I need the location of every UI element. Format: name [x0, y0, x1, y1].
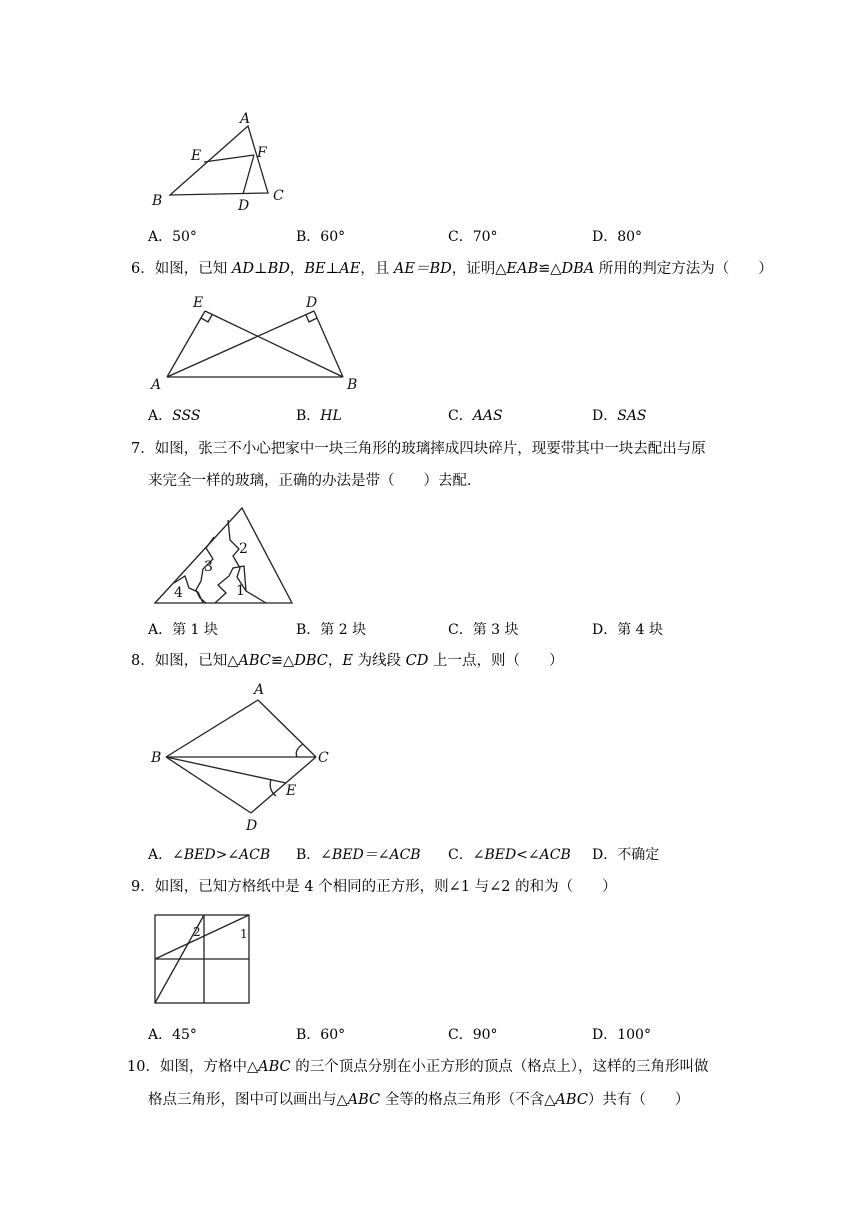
q8-text: 上一点，则（ ） — [428, 653, 564, 669]
q10-text: 格点三角形，图中可以画出与△ — [148, 1092, 348, 1108]
q5-option-a[interactable]: A．50° — [148, 229, 197, 245]
q9-label-angle-2: 2 — [193, 925, 201, 939]
q7-option-b[interactable]: B．第 2 块 — [296, 622, 367, 638]
q6-label-b: B — [347, 377, 358, 393]
q9-text: 如图，已知方格纸中是 4 个相同的正方形，则∠1 与∠2 的和为（ ） — [154, 879, 617, 895]
q6-option-c[interactable]: C．AAS — [448, 408, 503, 424]
q6-label-d: D — [306, 295, 318, 311]
q6-text: AE＝BD — [393, 261, 452, 277]
q6-text: ， — [289, 261, 305, 277]
q6-option-a[interactable]: A．SSS — [148, 408, 201, 424]
q8-text: ， — [327, 653, 343, 669]
q6-text: 所用的判定方法为（ ） — [594, 261, 773, 277]
q8-label-d: D — [246, 818, 258, 834]
q6-text: ≌△ — [538, 261, 562, 277]
q10-text: ABC — [258, 1059, 291, 1075]
q5-label-b: B — [152, 193, 163, 209]
q6-text: AD⊥BD — [231, 261, 290, 277]
q8-number: 8． — [131, 653, 155, 669]
q6-option-b[interactable]: B．HL — [296, 408, 342, 424]
q8-text: 如图，已知△ — [154, 653, 239, 669]
q8-label-c: C — [318, 750, 329, 766]
q8-label-b: B — [151, 750, 162, 766]
q5-label-a: A — [240, 111, 251, 127]
q8-text: E — [342, 653, 353, 669]
q10-number: 10． — [127, 1059, 160, 1075]
q5-option-d[interactable]: D．80° — [592, 229, 643, 245]
q6-text: 如图，已知 — [154, 261, 232, 277]
q10-stem-line-2 — [148, 1090, 689, 1110]
q9-option-a[interactable]: A．45° — [148, 1027, 197, 1043]
q8-label-e: E — [286, 783, 297, 799]
q10-stem-line-1 — [127, 1057, 807, 1077]
q7-option-a[interactable]: A．第 1 块 — [148, 622, 218, 638]
q5-option-b[interactable]: B．60° — [296, 229, 346, 245]
q8-text: 为线段 — [352, 653, 406, 669]
q7-number: 7． — [131, 441, 155, 457]
q5-label-f: F — [257, 145, 267, 161]
q5-option-c[interactable]: C．70° — [448, 229, 498, 245]
q8-option-c[interactable]: C．∠BED<∠ACB — [448, 847, 571, 863]
q10-text: 如图，方格中△ — [159, 1059, 259, 1075]
q6-text: BE⊥AE — [304, 261, 361, 277]
q9-number: 9． — [131, 879, 155, 895]
q6-number: 6． — [131, 261, 155, 277]
q10-text: 全等的格点三角形（不含△ — [380, 1092, 556, 1108]
q5-label-c: C — [273, 188, 284, 204]
q9-options — [148, 1024, 808, 1044]
q10-text: ABC — [555, 1092, 588, 1108]
q6-option-d[interactable]: D．SAS — [592, 408, 647, 424]
q7-label-piece-3: 3 — [204, 559, 213, 575]
q9-option-b[interactable]: B．60° — [296, 1027, 346, 1043]
q8-option-a[interactable]: A．∠BED>∠ACB — [148, 847, 271, 863]
q7-label-piece-4: 4 — [174, 585, 183, 601]
q10-text: ABC — [347, 1092, 381, 1108]
q6-label-e: E — [193, 295, 204, 311]
q5-label-d: D — [238, 198, 250, 214]
q6-text: ，证明△ — [451, 261, 507, 277]
q8-option-d[interactable]: D．不确定 — [592, 847, 660, 863]
q8-option-b[interactable]: B．∠BED＝∠ACB — [296, 847, 421, 863]
q8-label-a: A — [254, 682, 265, 698]
q10-text: ）共有（ ） — [587, 1092, 690, 1108]
q7-text: 如图，张三不小心把家中一块三角形的玻璃摔成四块碎片，现要带其中一块去配出与原 — [154, 441, 706, 457]
q7-label-piece-2: 2 — [239, 541, 248, 557]
q7-stem-line-2: 来完全一样的玻璃，正确的办法是带（ ）去配． — [148, 473, 482, 489]
q6-text: EAB — [506, 261, 539, 277]
q8-text: ≌△ — [270, 653, 295, 669]
q7-option-d[interactable]: D．第 4 块 — [592, 622, 664, 638]
q6-text: ，且 — [360, 261, 394, 277]
q6-label-a: A — [151, 377, 162, 393]
q7-label-piece-1: 1 — [236, 583, 245, 599]
q10-text: 的三个顶点分别在小正方形的顶点（格点上），这样的三角形叫做 — [290, 1059, 709, 1075]
q6-text: DBA — [561, 261, 595, 277]
q8-text: CD — [405, 653, 429, 669]
q5-label-e: E — [191, 148, 202, 164]
q8-text: DBC — [294, 653, 328, 669]
q9-option-c[interactable]: C．90° — [448, 1027, 498, 1043]
q9-line-angle-1 — [155, 915, 249, 959]
q9-label-angle-1: 1 — [240, 927, 248, 941]
q9-option-d[interactable]: D．100° — [592, 1027, 651, 1043]
q8-text: ABC — [238, 653, 271, 669]
q7-option-c[interactable]: C．第 3 块 — [448, 622, 519, 638]
